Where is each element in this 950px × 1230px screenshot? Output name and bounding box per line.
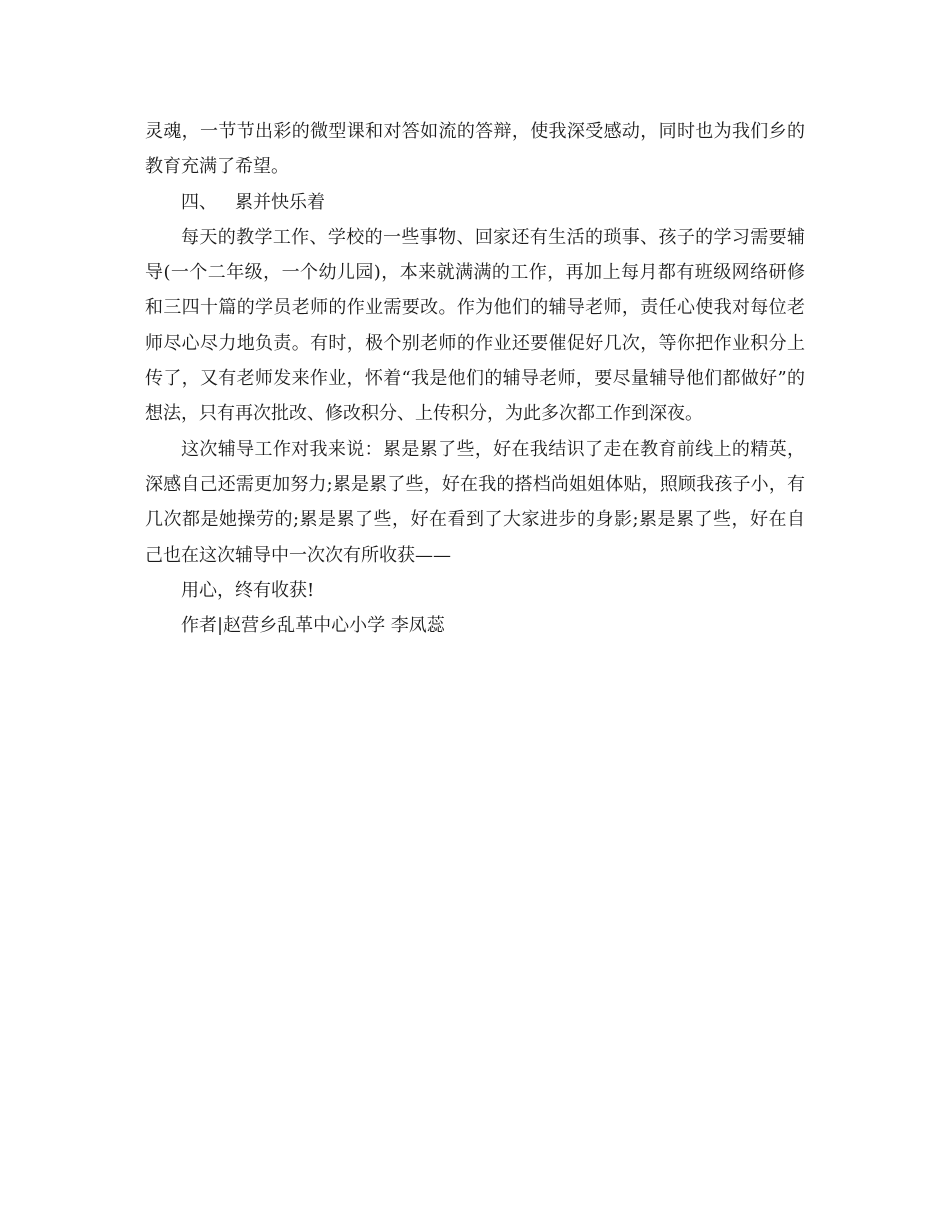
paragraph-reflection: 这次辅导工作对我来说：累是累了些，好在我结识了走在教育前线上的精英，深感自己还需更加努力;累是累了些，好在我的搭档尚姐姐体贴，照顾我孩子小，有几次都是她操劳的;累是累了些，好在看到了大家进步的身影;累是累了些，好在自己也在这次辅导中一次次有所收获—— — [145, 438, 805, 566]
section-heading — [145, 185, 805, 220]
section-number: 四、 — [181, 191, 217, 213]
section-title: 累并快乐着 — [235, 191, 325, 213]
article-body — [145, 114, 805, 643]
paragraph-daily-work: 每天的教学工作、学校的一些事物、回家还有生活的琐事、孩子的学习需要辅导(一个二年级，一个幼儿园)，本来就满满的工作，再加上每月都有班级网络研修和三四十篇的学员老师的作业需要改。作为他们的辅导老师，责任心使我对每位老师尽心尽力地负责。有时，极个别老师的作业还要催促好几次，等你把作业积分上传了，又有老师发来作业，怀着“我是他们的辅导老师，要尽量辅导他们都做好”的想法，只有再次批改、修改积分、上传积分，为此多次都工作到深夜。 — [145, 226, 805, 425]
paragraph-continuation: 灵魂，一节节出彩的微型课和对答如流的答辩，使我深受感动，同时也为我们乡的教育充满了希望。 — [145, 121, 805, 178]
paragraph-closing: 用心，终有收获! — [181, 579, 315, 601]
author-line: 作者|赵营乡乱革中心小学 李凤蕊 — [181, 615, 445, 637]
